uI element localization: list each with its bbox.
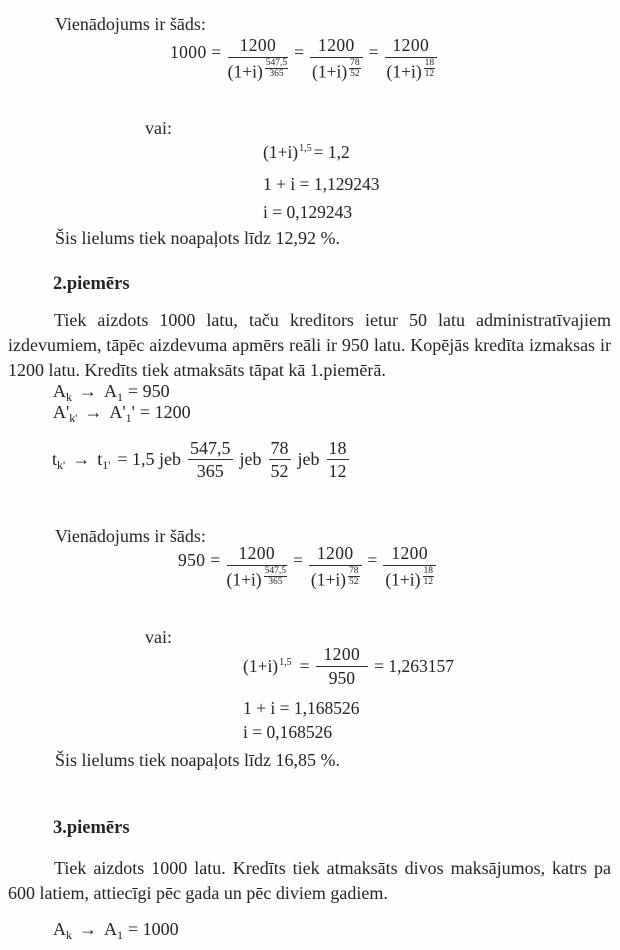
power-equation xyxy=(243,644,460,688)
fraction-numerator: 547,5 xyxy=(188,438,233,460)
subscript: k xyxy=(66,390,72,404)
value: = 1200 xyxy=(139,402,191,422)
fraction-denominator xyxy=(228,58,289,82)
fraction-denominator xyxy=(227,566,288,590)
fraction-numerator: 1200 xyxy=(310,35,363,58)
arrow-symbol: → xyxy=(79,919,97,939)
fraction-numerator: 78 xyxy=(269,438,291,460)
fraction-denominator xyxy=(309,566,362,590)
denominator-base: (1+i) xyxy=(312,61,348,82)
equals-sign: = xyxy=(293,550,303,570)
time-line xyxy=(52,438,349,481)
fraction-denominator xyxy=(385,58,438,82)
step-line: 1 + i = 1,129243 xyxy=(263,174,380,194)
symbol: t xyxy=(97,449,103,470)
power-equation xyxy=(263,138,379,170)
exponent-fraction xyxy=(265,58,288,80)
fraction-denominator xyxy=(310,58,363,82)
value: = 1000 xyxy=(128,919,179,939)
fraction-term xyxy=(227,543,288,590)
fraction-term xyxy=(310,35,363,82)
power-exponent: 1,5 xyxy=(299,143,312,154)
subscript: k xyxy=(66,928,72,942)
amount-line-1 xyxy=(53,381,170,402)
exponent-fraction xyxy=(423,566,435,588)
exponent-fraction xyxy=(348,566,360,588)
t-symbol xyxy=(97,449,111,473)
fraction-numerator: 1200 xyxy=(383,543,436,566)
rounding-note-1: Šis lielums tiek noapaļots līdz 12,92 %. xyxy=(55,228,340,248)
power-result: = 1,263157 xyxy=(374,655,454,676)
exponent-numerator: 547,5 xyxy=(264,565,287,576)
exponent-denominator: 52 xyxy=(349,577,359,588)
denominator-base: (1+i) xyxy=(227,61,263,82)
time-fraction xyxy=(269,438,291,481)
fraction-numerator: 1200 xyxy=(385,35,438,58)
base-text: (1+i) xyxy=(243,655,279,676)
equation-intro-2: Vienādojums ir šāds: xyxy=(55,526,206,546)
value: = 1,5 jeb xyxy=(117,449,182,470)
equation-intro-1: Vienādojums ir šāds: xyxy=(55,14,206,34)
subscript: k' xyxy=(57,458,66,473)
amount-line-2 xyxy=(53,402,191,423)
fraction-term xyxy=(309,543,362,590)
jeb-word: jeb xyxy=(297,449,320,470)
time-fraction xyxy=(188,438,233,481)
exponent-numerator: 18 xyxy=(423,565,433,576)
arrow-symbol: → xyxy=(79,381,97,401)
exponent-numerator: 78 xyxy=(350,57,360,68)
symbol: A xyxy=(53,919,66,939)
fraction-numerator: 1200 xyxy=(316,644,369,667)
ratio-fraction xyxy=(316,644,369,688)
rounding-note-2: Šis lielums tiek noapaļots līdz 16,85 %. xyxy=(55,750,340,770)
power-base xyxy=(243,656,294,677)
example3-heading: 3.piemērs xyxy=(53,818,130,838)
vai-label-2: vai: xyxy=(145,627,172,647)
symbol: A' xyxy=(109,402,126,422)
exponent-numerator: 78 xyxy=(349,565,359,576)
arrow-symbol: → xyxy=(72,449,91,470)
exponent-numerator: 18 xyxy=(424,57,435,68)
fraction-term xyxy=(228,35,289,82)
fraction-denominator: 365 xyxy=(196,461,224,482)
denominator-base: (1+i) xyxy=(385,569,421,590)
fraction-denominator: 950 xyxy=(328,667,355,688)
main-equation-1000 xyxy=(170,35,437,82)
equation-lhs: 1000 = xyxy=(170,42,222,62)
step-line: i = 0,129243 xyxy=(263,202,353,222)
equation-lhs: 950 = xyxy=(178,550,221,570)
exponent-denominator: 52 xyxy=(350,69,360,80)
exponent-denominator: 12 xyxy=(424,69,435,80)
exponent-fraction xyxy=(264,566,287,588)
fraction-denominator: 12 xyxy=(328,461,347,482)
equals-sign: = xyxy=(368,42,379,62)
main-equation-950 xyxy=(178,543,436,590)
exponent-denominator: 12 xyxy=(423,577,433,588)
denominator-base: (1+i) xyxy=(226,569,262,590)
example3-paragraph: Tiek aizdots 1000 latu. Kredīts tiek atmaksāts divos maksājumos, katrs pa 600 latiem, attiecīgi pēc gada un pēc diviem gadiem. xyxy=(8,858,611,904)
symbol: A' xyxy=(53,402,70,422)
example2-paragraph: Tiek aizdots 1000 latu, taču kreditors ietur 50 latu administratīvajiem izdevumiem, tāpēc aizdevuma apmērs reāli ir 950 latu. Kopējās kredīta izmaksas ir 1200 latu. Kredīts tiek atmaksāts tāpat kā 1.piemērā. xyxy=(8,310,611,381)
subscript: 1' xyxy=(102,458,111,473)
power-result: = 1,2 xyxy=(313,142,350,162)
fraction-numerator: 1200 xyxy=(227,543,288,566)
exponent-numerator: 547,5 xyxy=(265,57,288,68)
subscript: 1 xyxy=(117,928,123,942)
fraction-numerator: 18 xyxy=(327,438,349,460)
equals-sign: = xyxy=(367,550,378,570)
fraction-numerator: 1200 xyxy=(309,543,362,566)
fraction-term xyxy=(385,35,438,82)
symbol: A xyxy=(104,919,117,939)
jeb-word: jeb xyxy=(239,449,262,470)
amount-line-3 xyxy=(53,919,179,940)
power-base: (1+i) xyxy=(263,142,299,162)
subscript: 1 xyxy=(125,411,132,425)
exponent-fraction xyxy=(349,58,361,80)
fraction-denominator xyxy=(383,566,436,590)
prime-mark: ' xyxy=(131,402,135,422)
step-line: 1 + i = 1,168526 xyxy=(243,698,360,719)
vai-label-1: vai: xyxy=(145,118,172,138)
fraction-numerator: 1200 xyxy=(228,35,289,58)
exponent-denominator: 365 xyxy=(268,577,283,588)
exponent-denominator: 365 xyxy=(269,69,284,80)
value: = 950 xyxy=(128,381,170,401)
denominator-base: (1+i) xyxy=(386,61,422,82)
exponent-fraction xyxy=(424,58,436,80)
power-steps-2 xyxy=(243,644,460,744)
fraction-denominator: 52 xyxy=(270,461,289,482)
power-exponent: 1,5 xyxy=(279,656,292,668)
step-line: i = 0,168526 xyxy=(243,722,333,743)
arrow-symbol: → xyxy=(84,402,103,422)
fraction-term xyxy=(383,543,436,590)
example2-heading: 2.piemērs xyxy=(53,274,130,294)
equals-sign: = xyxy=(294,42,305,62)
subscript: 1 xyxy=(117,390,123,404)
power-steps-1 xyxy=(263,138,379,226)
t-symbol xyxy=(52,449,66,473)
denominator-base: (1+i) xyxy=(310,569,347,590)
symbol: A xyxy=(104,381,117,401)
subscript: k' xyxy=(69,411,78,425)
equals-sign: = xyxy=(299,655,310,676)
symbol: A xyxy=(53,381,66,401)
symbol: t xyxy=(52,449,58,470)
time-fraction xyxy=(327,438,349,481)
